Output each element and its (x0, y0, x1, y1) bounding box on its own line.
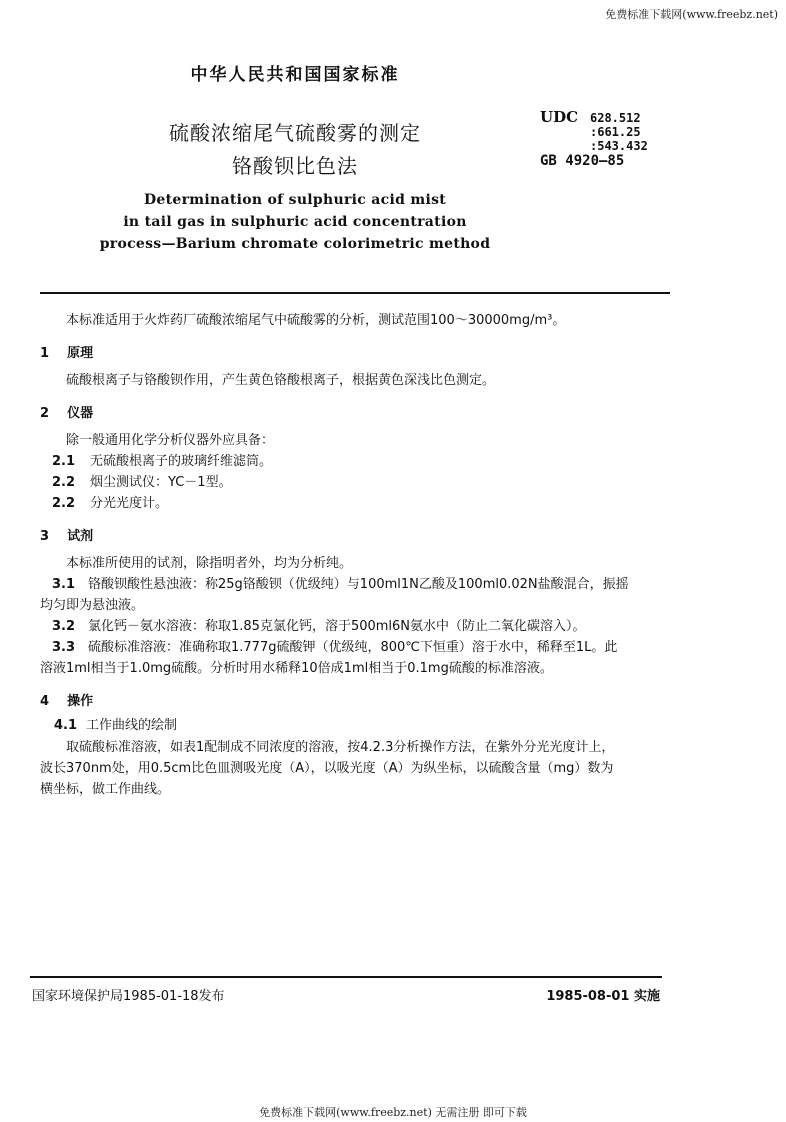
principle-text: 硫酸根离子与铬酸钡作用，产生黄色铬酸根离子，根据黄色深浅比色测定。 (66, 373, 496, 388)
section-title: 仪器 (67, 406, 94, 421)
item-number: 2.1 (52, 454, 76, 469)
reagent-item (52, 618, 586, 636)
udc-code: :661.25 (590, 125, 641, 139)
item-text: 烟尘测试仪：YC－1型。 (90, 475, 232, 490)
section-title: 试剂 (67, 529, 94, 544)
header-divider (40, 292, 670, 294)
reagent-item (52, 576, 629, 594)
subsection-number: 4.1 (54, 718, 78, 733)
footer-divider (30, 976, 662, 978)
title-en-line2: in tail gas in sulphuric acid concentration (123, 214, 467, 230)
section-number: 1 (40, 346, 50, 361)
procedure-line: 横坐标，做工作曲线。 (40, 782, 171, 797)
item-number: 3.2 (52, 619, 76, 634)
title-cn-line2: 铬酸钡比色法 (232, 154, 358, 178)
item-text: 铬酸钡酸性悬浊液：称25g铬酸钡（优级纯）与100ml1N乙酸及100ml0.02N盐酸混合，振摇 (88, 577, 629, 592)
section-heading (40, 402, 93, 421)
issued-by: 国家环境保护局1985-01-18发布 (32, 989, 225, 1004)
section-heading (40, 690, 93, 709)
standard-type: 中华人民共和国国家标准 (190, 65, 400, 85)
scope-paragraph: 本标准适用于火炸药厂硫酸浓缩尾气中硫酸雾的分析，测试范围100～30000mg/m³。 (66, 313, 566, 328)
section-number: 4 (40, 694, 50, 709)
title-en-line3: process—Barium chromate colorimetric method (99, 236, 491, 252)
procedure-line: 波长370nm处，用0.5cm比色皿测吸光度（A），以吸光度（A）为纵坐标，以硫酸含量（mg）数为 (40, 761, 614, 776)
subsection-heading (54, 717, 177, 735)
title-en-line1: Determination of sulphuric acid mist (143, 192, 447, 208)
reagent-item-continued: 均匀即为悬浊液。 (40, 598, 145, 613)
reagent-item (52, 639, 617, 657)
item-text: 硫酸标准溶液：准确称取1.777g硫酸钾（优级纯，800℃下恒重）溶于水中，稀释至1L。此 (88, 640, 618, 655)
udc-label: UDC (540, 108, 579, 126)
title-cn-line1: 硫酸浓缩尾气硫酸雾的测定 (169, 121, 421, 145)
reagent-item-continued: 溶液1ml相当于1.0mg硫酸。分析时用水稀释10倍成1ml相当于0.1mg硫酸的标准溶液。 (40, 661, 553, 676)
subsection-title: 工作曲线的绘制 (86, 718, 178, 733)
item-number: 2.2 (52, 475, 76, 490)
procedure-line: 取硫酸标准溶液，如表1配制成不同浓度的溶液，按4.2.3分析操作方法，在紫外分光光度计上， (66, 740, 615, 755)
section-number: 2 (40, 406, 50, 421)
effective-date: 1985-08-01 实施 (546, 989, 660, 1004)
section-number: 3 (40, 529, 50, 544)
watermark-top: 免费标准下载网(www.freebz.net) (605, 8, 778, 21)
section-heading (40, 525, 93, 544)
item-text: 分光光度计。 (90, 496, 169, 511)
section-heading (40, 342, 93, 361)
item-number: 3.1 (52, 577, 76, 592)
instrument-intro: 除一般通用化学分析仪器外应具备： (66, 433, 275, 448)
list-item (52, 453, 272, 471)
udc-code: 628.512 (590, 111, 641, 125)
item-text: 无硫酸根离子的玻璃纤维滤筒。 (90, 454, 273, 469)
item-number: 2.2 (52, 496, 76, 511)
watermark-bottom: 免费标准下载网(www.freebz.net) 无需注册 即可下载 (259, 1106, 527, 1119)
list-item (52, 495, 168, 513)
item-text: 氯化钙－氨水溶液：称取1.85克氯化钙，溶于500ml6N氨水中（防止二氧化碳溶入）。 (88, 619, 586, 634)
item-number: 3.3 (52, 640, 76, 655)
reagent-intro: 本标准所使用的试剂，除指明者外，均为分析纯。 (66, 556, 353, 571)
list-item (52, 474, 232, 492)
section-title: 原理 (67, 346, 94, 361)
section-title: 操作 (67, 694, 94, 709)
gb-number: GB 4920—85 (540, 153, 625, 169)
udc-code: :543.432 (590, 139, 648, 153)
